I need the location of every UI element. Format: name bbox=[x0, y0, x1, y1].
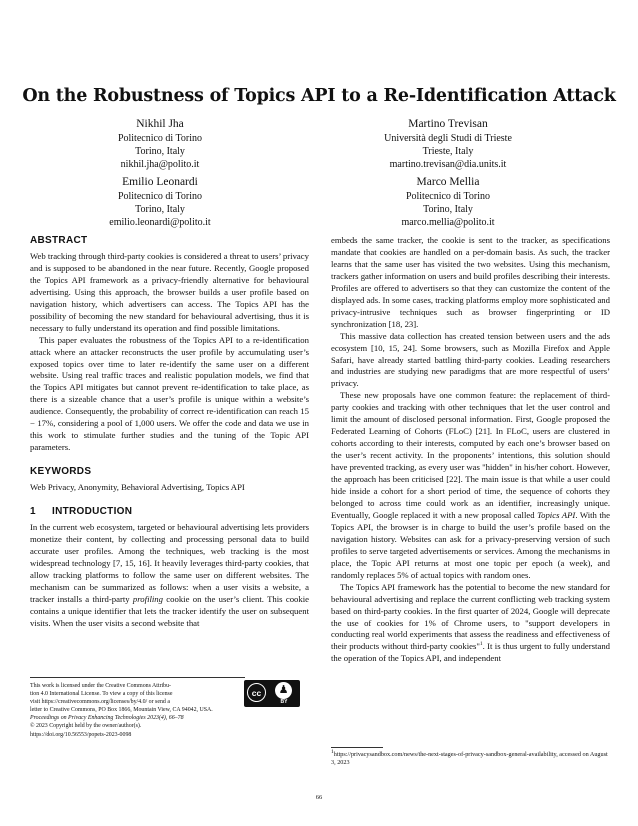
paper-title: On the Robustness of Topics API to a Re-Identification Attack bbox=[22, 86, 616, 106]
text-run: . It is thus urgent to fully understand the operation of the Topics API, and independent bbox=[331, 641, 611, 664]
right-column bbox=[331, 235, 610, 665]
author-affiliation: Politecnico di Torino bbox=[117, 133, 203, 144]
license-line: tion 4.0 International License. To view a copy of this license bbox=[30, 691, 173, 698]
author-name: Marco Mellia bbox=[416, 176, 480, 188]
author-block bbox=[348, 174, 548, 229]
cc-icon: cc bbox=[247, 683, 266, 702]
text-run: The Topics API framework has the potential to become the new standard for behavioural advertising and replace the current conflicting web tracking system based on third-party cookies. In the first quarter of 2024, Google will deprecate the use of cookies for 1% of Chrome users, to "support developers in conducting real world experiments that assess the readiness and effectiveness of their products without third-party cookies" bbox=[331, 581, 610, 652]
intro-paragraph bbox=[30, 522, 309, 630]
copyright-line: © 2023 Copyright held by the owner/author(s). bbox=[30, 723, 142, 730]
author-location: Trieste, Italy bbox=[422, 146, 474, 157]
emphasis-text: Topics API bbox=[537, 509, 576, 520]
body-paragraph: embeds the same tracker, the cookie is sent to the tracker, as specifications mandate that cookies are handled on a per-domain basis. As such, the tracker learns that the same user has visited the two websites. Using this mechanism, trackers gather information on users and build profiles describing their interests. Profiles are offered to advertisers so that they can customize the content of the displayed ads. In some cases, tracking platforms employ more sophisticated and privacy-intrusive techniques such as browser fingerprinting or ID synchronization [18, 23]. bbox=[331, 235, 610, 329]
author-block bbox=[60, 174, 260, 229]
author-email: martino.trevisan@dia.units.it bbox=[389, 159, 507, 170]
body-paragraph bbox=[331, 390, 610, 581]
body-paragraph: This massive data collection has created tension between users and the ads ecosystem [10, 15, 24]. Some browsers, such as Mozilla Firefox and Apple Safari, have already started battling third-party cookies. Leading researchers and industries are studying new paradigms that are more respectful of users’ privacy. bbox=[331, 330, 610, 389]
abstract-paragraph: Web tracking through third-party cookies is considered a threat to users’ privacy and is supposed to be abandoned in the near future. Recently, Google proposed the Topics API framework as a privacy-friendly alternative for behavioural advertising. Using this approach, the browser builds a user profile based on navigation history, which advertisers can access. The Topics API has the possibility of becoming the new standard for behavioural advertising, thus it is necessary to fully understand its operation and find possible limitations. bbox=[30, 250, 309, 333]
author-name: Martino Trevisan bbox=[408, 118, 488, 130]
license-line: letter to Creative Commons, PO Box 1866, Mountain View, CA 94042, USA. bbox=[30, 707, 213, 714]
author-location: Torino, Italy bbox=[423, 204, 473, 215]
footnote-marker: 1 bbox=[479, 641, 483, 648]
section-heading bbox=[30, 506, 309, 518]
author-location: Torino, Italy bbox=[135, 146, 185, 157]
license-block bbox=[30, 682, 240, 739]
license-line: This work is licensed under the Creative Commons Attribu- bbox=[30, 683, 172, 689]
author-block bbox=[60, 116, 260, 171]
footnote-divider bbox=[331, 747, 383, 748]
author-email: marco.mellia@polito.it bbox=[401, 217, 495, 228]
author-affiliation: Università degli Studi di Trieste bbox=[384, 133, 512, 144]
section-number: 1 bbox=[30, 506, 36, 518]
author-affiliation: Politecnico di Torino bbox=[117, 191, 203, 202]
author-email: emilio.leonardi@polito.it bbox=[109, 217, 211, 228]
author-location: Torino, Italy bbox=[135, 204, 185, 215]
author-affiliation: Politecnico di Torino bbox=[405, 191, 491, 202]
left-column bbox=[30, 235, 309, 630]
keywords-heading: KEYWORDS bbox=[30, 466, 92, 478]
doi-line: https://doi.org/10.56553/popets-2023-0098 bbox=[30, 731, 132, 738]
cc-by-badge bbox=[244, 680, 300, 707]
abstract-heading: ABSTRACT bbox=[30, 235, 88, 246]
text-run: In the current web ecosystem, targeted or behavioural advertising lets providers monetize their content, by collecting and processing personal data to build accurate user profiles. Among the techniques, web tracking is the most widespread technology [7, 15, 16]. It heavily leverages third-party cookies, that allow tracking platforms to follow the same user on different websites. The mechanism can be summarized as follows: when a user visits a website, a tracker installs a third-party bbox=[30, 522, 309, 604]
license-divider bbox=[30, 677, 245, 678]
section-title: INTRODUCTION bbox=[52, 506, 133, 518]
page-number: 66 bbox=[315, 794, 323, 801]
footnote-text: https://privacysandbox.com/news/the-next-stages-of-privacy-sandbox-general-availability, accessed on August 3, 2023 bbox=[331, 751, 608, 767]
author-block bbox=[348, 116, 548, 171]
body-paragraph bbox=[331, 582, 610, 666]
text-run: These new proposals have one common feature: the replacement of third-party cookies and tracking with other techniques that let the user control and limit the amount of disclosed personal information. First, Google proposed the Federated Learning of Cohorts (FLoC) [21]. In FLoC, users are clustered in cohorts according to their interests, computed by each one’s browser based on the user’s recent activity. In the proponents’ intentions, this solution should have prevented tracking, as every user was "hidden" in his/her cohort. However, the approach has been criticised [22]. The main issue is that while a user could hide inside a cohort for a short period of time, the sequence of cohorts they belonged to across time could work as an identifier, increasingly unique. Eventually, Google replaced it with a new proposal called bbox=[331, 390, 610, 520]
proceedings-line: Proceedings on Privacy Enhancing Technologies 2023(4), 66–78 bbox=[30, 715, 184, 722]
footnote bbox=[331, 748, 610, 768]
author-name: Emilio Leonardi bbox=[122, 176, 198, 188]
author-name: Nikhil Jha bbox=[136, 118, 184, 130]
keywords-text: Web Privacy, Anonymity, Behavioral Advertising, Topics API bbox=[30, 482, 245, 493]
footnote-mark: 1 bbox=[331, 748, 334, 755]
by-label: BY bbox=[280, 699, 288, 705]
text-run: . With the Topics API, the browser is in charge to build the user’s profile based on the navigation history. Websites can ask for a privacy-preserving version of such profiles to serve targeted advertisements or services. Among the mechanisms in place, the Topic API returns at most one topic per epoch (a week), and randomly replaces 5% of actual topics with random ones. bbox=[331, 509, 610, 580]
abstract-paragraph: This paper evaluates the robustness of the Topics API to a re-identification attack where an attacker reconstructs the user profile by accumulating user’s exposed topics over time to later re-identify the same user on a different website. Using real traffic traces and realistic population models, we find that the Topics API mitigates but cannot prevent re-identification to take place, as there is a sizeable chance that a user’s profile is unique within a website’s audience. Consequently, the probability of correct re-identification can reach 15 − 17%, considering a pool of 1,000 users. We offer the code and data we use in this work to stimulate further studies and the tuning of the Topic API parameters. bbox=[30, 334, 309, 453]
person-icon: ♟ bbox=[275, 682, 292, 699]
text-run: cookie on the user’s client. This cookie contains a unique identifier that lets the tracker identify the user on subsequent visits. When the user visits a second website that bbox=[30, 593, 309, 628]
license-line: visit https://creativecommons.org/licenses/by/4.0/ or send a bbox=[30, 699, 170, 706]
author-email: nikhil.jha@polito.it bbox=[120, 159, 200, 170]
emphasis-text: profiling bbox=[132, 593, 163, 604]
